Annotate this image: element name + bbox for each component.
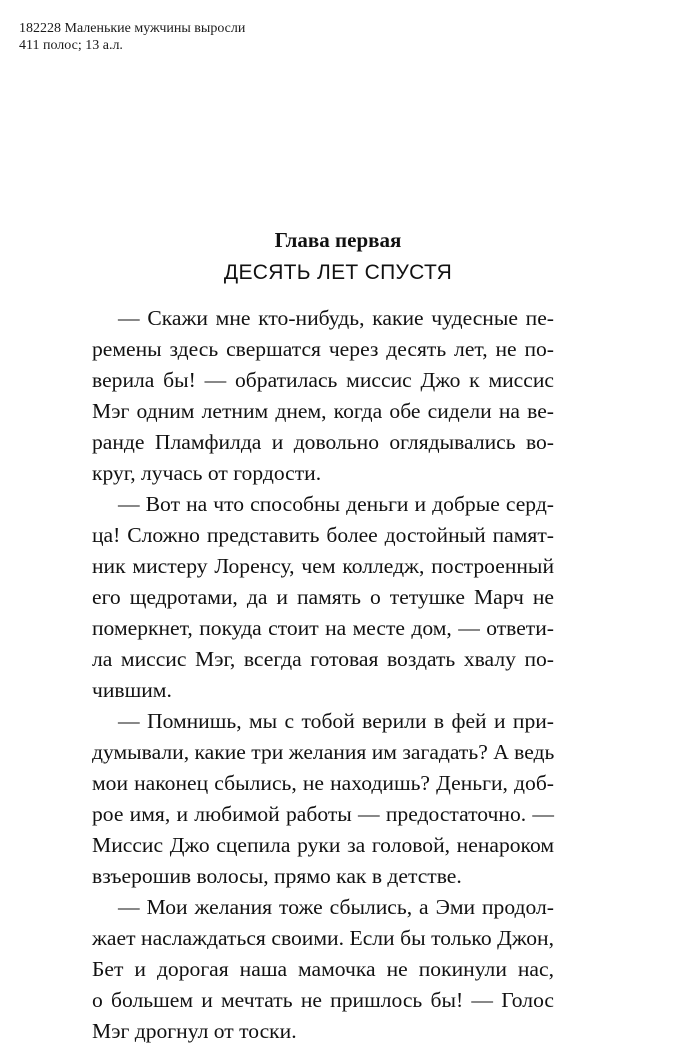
text-line: — Мои желания тоже сбылись, а Эми продол- bbox=[118, 895, 554, 919]
text-line: Миссис Джо сцепила руки за головой, ненароком bbox=[92, 833, 554, 857]
print-metadata bbox=[19, 20, 245, 54]
text-line: ник мистеру Лоренсу, чем колледж, построенный bbox=[92, 554, 554, 578]
text-line: рое имя, и любимой работы — предостаточно. — bbox=[92, 802, 554, 826]
text-line: — Помнишь, мы с тобой верили в фей и при- bbox=[118, 709, 554, 733]
text-line: ца! Сложно представить более достойный памят- bbox=[92, 523, 554, 547]
text-line: ранде Пламфилда и довольно оглядывались во- bbox=[92, 430, 554, 454]
text-line: — Скажи мне кто-нибудь, какие чудесные пе- bbox=[118, 306, 554, 330]
text-line: чившим. bbox=[92, 678, 172, 702]
chapter-title: ДЕСЯТЬ ЛЕТ СПУСТЯ bbox=[223, 261, 453, 284]
chapter-body bbox=[92, 303, 554, 1047]
text-line: мои наконец сбылись, не находишь? Деньги, доб- bbox=[92, 771, 554, 795]
print-metadata-title-line: 182228 Маленькие мужчины выросли bbox=[19, 21, 246, 36]
text-line: думывали, какие три желания им загадать? А ведь bbox=[92, 740, 555, 764]
text-line: ла миссис Мэг, всегда готовая воздать хвалу по- bbox=[92, 647, 554, 671]
chapter-number: Глава первая bbox=[274, 228, 402, 252]
text-line: Бет и дорогая наша мамочка не покинули нас, bbox=[92, 957, 554, 981]
text-line: Мэг одним летним днем, когда обе сидели на ве- bbox=[92, 399, 554, 423]
text-line: о большем и мечтать не пришлось бы! — Голос bbox=[92, 988, 554, 1012]
text-line: померкнет, покуда стоит на месте дом, — ответи- bbox=[92, 616, 554, 640]
text-line: круг, лучась от гордости. bbox=[92, 461, 322, 485]
text-line: верила бы! — обратилась миссис Джо к миссис bbox=[92, 368, 554, 392]
text-line: Мэг дрогнул от тоски. bbox=[92, 1019, 297, 1043]
text-line: — Вот на что способны деньги и добрые серд- bbox=[118, 492, 554, 516]
print-metadata-size-line: 411 полос; 13 а.л. bbox=[19, 38, 123, 53]
text-line: жает наслаждаться своими. Если бы только Джон, bbox=[92, 926, 554, 950]
text-line: взъерошив волосы, прямо как в детстве. bbox=[92, 864, 462, 888]
text-line: ремены здесь свершатся через десять лет, не по- bbox=[92, 337, 554, 361]
text-line: его щедротами, да и память о тетушке Марч не bbox=[92, 585, 554, 609]
